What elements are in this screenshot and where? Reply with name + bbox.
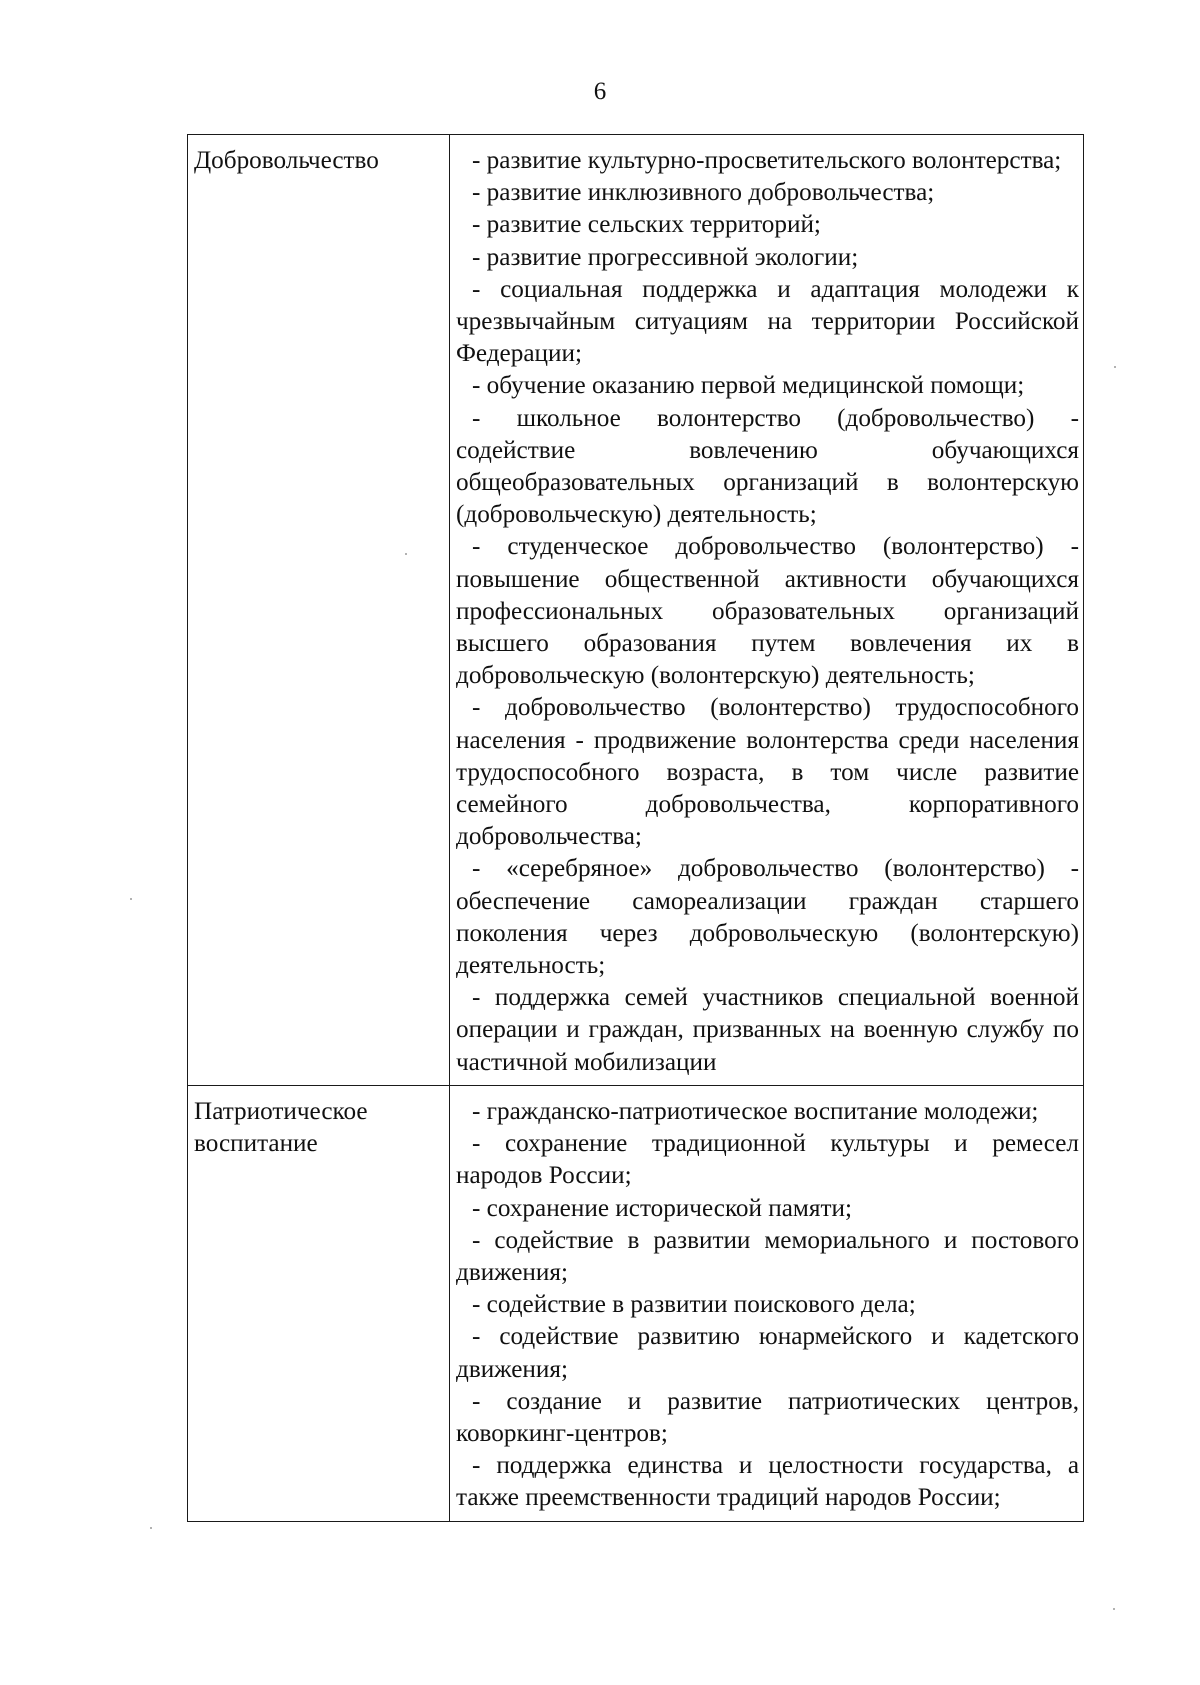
table-row (188, 135, 1084, 1086)
category-label: Добровольчество (194, 147, 379, 174)
list-item: - добровольчество (волонтерство) трудоспособного населения - продвижение волонтерства среди населения трудоспособного возраста, в том числе развитие семейного добровольчества, корпоративного добровольчества; (456, 694, 1079, 851)
list-item: - содействие развитию юнармейского и кадетского движения; (456, 1323, 1079, 1383)
list-item: - содействие в развитии поискового дела; (472, 1291, 916, 1319)
list-item: - развитие культурно-просветительского волонтерства; (472, 147, 1062, 174)
category-cell (188, 135, 450, 1086)
category-label: Патриотическое воспитание (194, 1097, 368, 1158)
list-item: - развитие сельских территорий; (472, 211, 821, 239)
list-item: - поддержка единства и целостности государства, а также преемственности традиций народов России; (456, 1452, 1079, 1512)
scan-speck (150, 1527, 152, 1529)
list-item: - школьное волонтерство (добровольчество) - содействие вовлечению обучающихся общеобразовательных организаций в волонтерскую (добровольческую) деятельность; (456, 404, 1079, 529)
table-row (188, 1085, 1084, 1521)
list-item: - развитие прогрессивной экологии; (472, 243, 859, 271)
list-item: - создание и развитие патриотических центров, коворкинг-центров; (456, 1387, 1079, 1447)
list-item: - развитие инклюзивного добровольчества; (472, 179, 935, 207)
list-item: - сохранение традиционной культуры и ремесел народов России; (456, 1130, 1079, 1190)
items-cell (450, 135, 1084, 1086)
category-cell (188, 1085, 450, 1521)
list-item: - обучение оказанию первой медицинской помощи; (472, 372, 1025, 400)
scan-speck (405, 553, 407, 555)
list-item: - поддержка семей участников специальной военной операции и граждан, призванных на военную службу по частичной мобилизации (456, 984, 1079, 1076)
list-item: - студенческое добровольчество (волонтерство) - повышение общественной активности обучающихся профессиональных образовательных организаций высшего образования путем вовлечения их в добровольческую (волонтерскую) деятельность; (456, 533, 1079, 690)
list-item: - содействие в развитии мемориального и постового движения; (456, 1226, 1079, 1286)
list-item: - «серебряное» добровольчество (волонтерство) - обеспечение самореализации граждан старшего поколения через добровольческую (волонтерскую) деятельность; (456, 855, 1079, 980)
directions-table (187, 134, 1084, 1522)
scan-speck (1114, 366, 1116, 368)
scan-speck (1113, 1608, 1115, 1610)
items-cell (450, 1085, 1084, 1521)
list-item: - социальная поддержка и адаптация молодежи к чрезвычайным ситуациям на территории Российской Федерации; (456, 275, 1079, 368)
scan-speck (130, 898, 132, 900)
list-item: - сохранение исторической памяти; (472, 1194, 852, 1222)
list-item: - гражданско-патриотическое воспитание молодежи; (472, 1097, 1039, 1125)
page-number: 6 (593, 78, 607, 105)
